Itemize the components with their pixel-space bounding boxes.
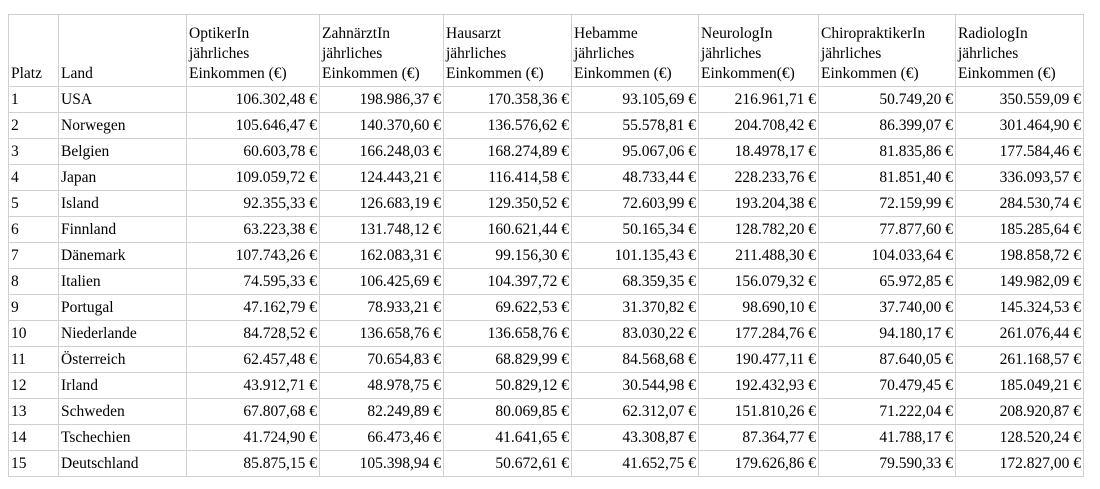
cell-income: 41.652,75 € — [572, 451, 699, 477]
cell-income: 107.743,26 € — [187, 243, 320, 269]
header-hebamme: Hebamme jährliches Einkommen (€) — [572, 15, 699, 87]
cell-income: 151.810,26 € — [699, 399, 819, 425]
cell-income: 145.324,53 € — [956, 295, 1084, 321]
cell-income: 94.180,17 € — [819, 321, 956, 347]
cell-income: 99.156,30 € — [444, 243, 572, 269]
cell-income: 68.359,35 € — [572, 269, 699, 295]
cell-income: 105.398,94 € — [320, 451, 444, 477]
header-radiologe: RadiologIn jährliches Einkommen (€) — [956, 15, 1084, 87]
table-row — [9, 321, 1084, 347]
cell-income: 72.603,99 € — [572, 191, 699, 217]
cell-income: 336.093,57 € — [956, 165, 1084, 191]
cell-land: Dänemark — [59, 243, 187, 269]
cell-platz: 12 — [9, 373, 59, 399]
cell-income: 87.364,77 € — [699, 425, 819, 451]
cell-income: 86.399,07 € — [819, 113, 956, 139]
table-row — [9, 217, 1084, 243]
cell-income: 136.658,76 € — [444, 321, 572, 347]
cell-income: 168.274,89 € — [444, 139, 572, 165]
cell-income: 149.982,09 € — [956, 269, 1084, 295]
cell-income: 81.851,40 € — [819, 165, 956, 191]
cell-platz: 4 — [9, 165, 59, 191]
cell-income: 85.875,15 € — [187, 451, 320, 477]
cell-land: USA — [59, 87, 187, 113]
cell-income: 170.358,36 € — [444, 87, 572, 113]
cell-income: 198.986,37 € — [320, 87, 444, 113]
cell-land: Tschechien — [59, 425, 187, 451]
cell-income: 301.464,90 € — [956, 113, 1084, 139]
cell-income: 350.559,09 € — [956, 87, 1084, 113]
cell-land: Niederlande — [59, 321, 187, 347]
cell-income: 106.302,48 € — [187, 87, 320, 113]
table-row — [9, 87, 1084, 113]
cell-platz: 7 — [9, 243, 59, 269]
cell-income: 37.740,00 € — [819, 295, 956, 321]
cell-income: 160.621,44 € — [444, 217, 572, 243]
cell-income: 177.284,76 € — [699, 321, 819, 347]
cell-income: 104.033,64 € — [819, 243, 956, 269]
cell-income: 43.308,87 € — [572, 425, 699, 451]
header-neurologe: NeurologIn jährliches Einkommen(€) — [699, 15, 819, 87]
cell-income: 43.912,71 € — [187, 373, 320, 399]
cell-platz: 11 — [9, 347, 59, 373]
header-chiropraktiker: ChiropraktikerIn jährliches Einkommen (€) — [819, 15, 956, 87]
header-zahnarzt: ZahnärztIn jährliches Einkommen (€) — [320, 15, 444, 87]
cell-income: 126.683,19 € — [320, 191, 444, 217]
cell-income: 284.530,74 € — [956, 191, 1084, 217]
cell-income: 62.312,07 € — [572, 399, 699, 425]
table-row — [9, 399, 1084, 425]
table-row — [9, 347, 1084, 373]
cell-income: 211.488,30 € — [699, 243, 819, 269]
table-row — [9, 295, 1084, 321]
table-row — [9, 451, 1084, 477]
cell-income: 116.414,58 € — [444, 165, 572, 191]
header-hausarzt: Hausarzt jährliches Einkommen (€) — [444, 15, 572, 87]
cell-income: 72.159,99 € — [819, 191, 956, 217]
cell-income: 67.807,68 € — [187, 399, 320, 425]
cell-land: Deutschland — [59, 451, 187, 477]
cell-income: 66.473,46 € — [320, 425, 444, 451]
cell-income: 101.135,43 € — [572, 243, 699, 269]
cell-platz: 13 — [9, 399, 59, 425]
cell-income: 63.223,38 € — [187, 217, 320, 243]
cell-income: 131.748,12 € — [320, 217, 444, 243]
cell-income: 84.568,68 € — [572, 347, 699, 373]
table-row — [9, 373, 1084, 399]
cell-income: 79.590,33 € — [819, 451, 956, 477]
table-row — [9, 139, 1084, 165]
cell-income: 198.858,72 € — [956, 243, 1084, 269]
cell-income: 41.641,65 € — [444, 425, 572, 451]
cell-land: Schweden — [59, 399, 187, 425]
cell-platz: 2 — [9, 113, 59, 139]
cell-income: 50.829,12 € — [444, 373, 572, 399]
table-row — [9, 269, 1084, 295]
cell-income: 172.827,00 € — [956, 451, 1084, 477]
cell-income: 81.835,86 € — [819, 139, 956, 165]
cell-income: 177.584,46 € — [956, 139, 1084, 165]
cell-income: 185.285,64 € — [956, 217, 1084, 243]
cell-income: 82.249,89 € — [320, 399, 444, 425]
cell-income: 41.788,17 € — [819, 425, 956, 451]
cell-platz: 14 — [9, 425, 59, 451]
cell-income: 95.067,06 € — [572, 139, 699, 165]
cell-income: 105.646,47 € — [187, 113, 320, 139]
cell-income: 162.083,31 € — [320, 243, 444, 269]
cell-income: 190.477,11 € — [699, 347, 819, 373]
cell-land: Irland — [59, 373, 187, 399]
cell-income: 30.544,98 € — [572, 373, 699, 399]
cell-income: 92.355,33 € — [187, 191, 320, 217]
cell-income: 50.165,34 € — [572, 217, 699, 243]
table-row — [9, 165, 1084, 191]
cell-income: 179.626,86 € — [699, 451, 819, 477]
cell-income: 84.728,52 € — [187, 321, 320, 347]
table-row — [9, 425, 1084, 451]
cell-income: 136.658,76 € — [320, 321, 444, 347]
cell-income: 80.069,85 € — [444, 399, 572, 425]
cell-income: 140.370,60 € — [320, 113, 444, 139]
cell-land: Finnland — [59, 217, 187, 243]
cell-income: 70.479,45 € — [819, 373, 956, 399]
cell-income: 185.049,21 € — [956, 373, 1084, 399]
cell-platz: 3 — [9, 139, 59, 165]
cell-income: 216.961,71 € — [699, 87, 819, 113]
cell-income: 128.782,20 € — [699, 217, 819, 243]
cell-income: 204.708,42 € — [699, 113, 819, 139]
cell-income: 74.595,33 € — [187, 269, 320, 295]
cell-income: 41.724,90 € — [187, 425, 320, 451]
cell-land: Island — [59, 191, 187, 217]
cell-income: 129.350,52 € — [444, 191, 572, 217]
cell-income: 124.443,21 € — [320, 165, 444, 191]
cell-income: 109.059,72 € — [187, 165, 320, 191]
cell-income: 48.978,75 € — [320, 373, 444, 399]
cell-income: 70.654,83 € — [320, 347, 444, 373]
header-optiker: OptikerIn jährliches Einkommen (€) — [187, 15, 320, 87]
cell-land: Österreich — [59, 347, 187, 373]
cell-income: 48.733,44 € — [572, 165, 699, 191]
cell-income: 87.640,05 € — [819, 347, 956, 373]
table-body — [9, 87, 1084, 477]
cell-income: 50.672,61 € — [444, 451, 572, 477]
cell-income: 104.397,72 € — [444, 269, 572, 295]
cell-income: 228.233,76 € — [699, 165, 819, 191]
cell-income: 60.603,78 € — [187, 139, 320, 165]
cell-income: 208.920,87 € — [956, 399, 1084, 425]
cell-income: 136.576,62 € — [444, 113, 572, 139]
cell-income: 83.030,22 € — [572, 321, 699, 347]
cell-income: 192.432,93 € — [699, 373, 819, 399]
cell-land: Belgien — [59, 139, 187, 165]
cell-income: 68.829,99 € — [444, 347, 572, 373]
cell-income: 55.578,81 € — [572, 113, 699, 139]
header-land: Land — [59, 15, 187, 87]
cell-income: 62.457,48 € — [187, 347, 320, 373]
cell-income: 18.4978,17 € — [699, 139, 819, 165]
header-row — [9, 15, 1084, 87]
cell-land: Norwegen — [59, 113, 187, 139]
cell-income: 50.749,20 € — [819, 87, 956, 113]
table-row — [9, 113, 1084, 139]
income-table — [8, 14, 1084, 477]
cell-income: 78.933,21 € — [320, 295, 444, 321]
cell-income: 106.425,69 € — [320, 269, 444, 295]
cell-income: 93.105,69 € — [572, 87, 699, 113]
cell-income: 77.877,60 € — [819, 217, 956, 243]
cell-platz: 8 — [9, 269, 59, 295]
cell-land: Japan — [59, 165, 187, 191]
cell-income: 31.370,82 € — [572, 295, 699, 321]
cell-income: 261.168,57 € — [956, 347, 1084, 373]
cell-income: 128.520,24 € — [956, 425, 1084, 451]
cell-income: 69.622,53 € — [444, 295, 572, 321]
cell-platz: 9 — [9, 295, 59, 321]
cell-platz: 10 — [9, 321, 59, 347]
cell-land: Portugal — [59, 295, 187, 321]
cell-platz: 1 — [9, 87, 59, 113]
cell-income: 156.079,32 € — [699, 269, 819, 295]
cell-platz: 5 — [9, 191, 59, 217]
table-row — [9, 243, 1084, 269]
header-platz: Platz — [9, 15, 59, 87]
cell-income: 65.972,85 € — [819, 269, 956, 295]
cell-income: 166.248,03 € — [320, 139, 444, 165]
cell-income: 71.222,04 € — [819, 399, 956, 425]
cell-income: 47.162,79 € — [187, 295, 320, 321]
cell-income: 98.690,10 € — [699, 295, 819, 321]
cell-platz: 15 — [9, 451, 59, 477]
table-row — [9, 191, 1084, 217]
cell-land: Italien — [59, 269, 187, 295]
cell-platz: 6 — [9, 217, 59, 243]
cell-income: 193.204,38 € — [699, 191, 819, 217]
cell-income: 261.076,44 € — [956, 321, 1084, 347]
